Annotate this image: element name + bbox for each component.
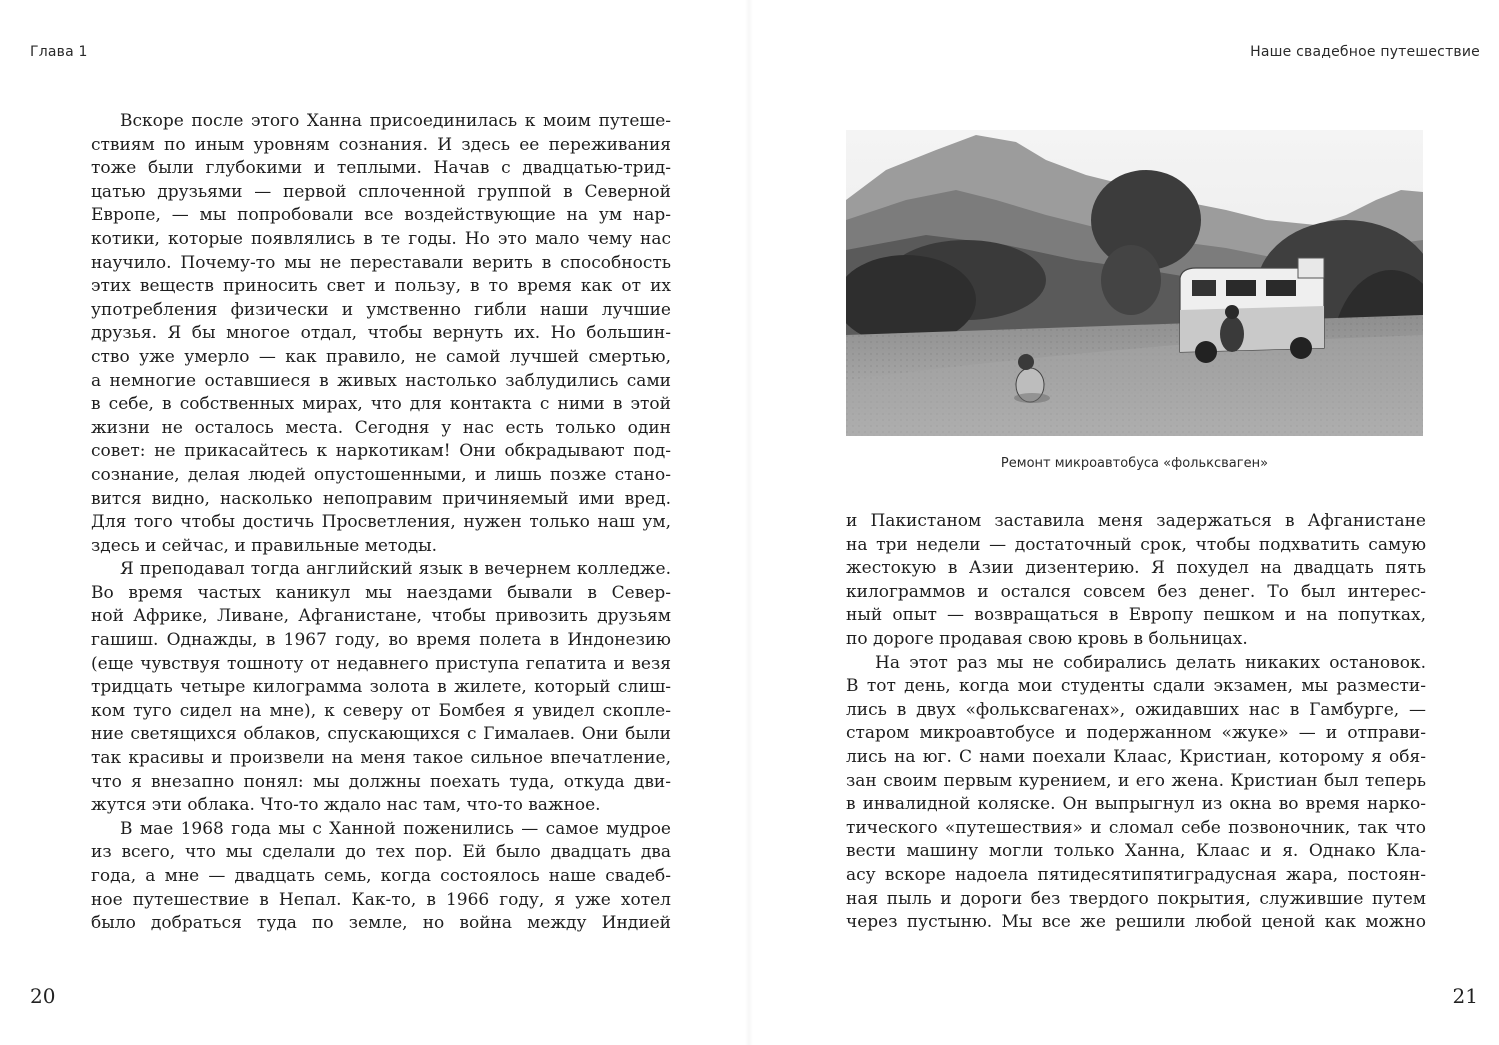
text-line: тоже были глубокими и теплыми. Начав с двадцатью-трид- xyxy=(91,158,671,179)
text-line: цатью друзьями — первой сплоченной группой в Северной xyxy=(91,181,671,202)
text-line: гашиш. Однажды, в 1967 году, во время полета в Индонезию xyxy=(91,630,671,651)
text-line: ной Африке, Ливане, Афганистане, чтобы привозить друзьям xyxy=(91,606,671,627)
text-line: года, а мне — двадцать семь, когда состоялось наше свадеб- xyxy=(91,866,671,886)
text-line: лись на юг. С нами поехали Клаас, Кристиан, которому я обя- xyxy=(846,746,1426,767)
text-line: вести машину могли только Ханна, Клаас и я. Однако Кла- xyxy=(846,841,1426,862)
left-page-text xyxy=(91,110,671,936)
text-line: тридцать четыре килограмма золота в жилете, который слиш- xyxy=(91,677,671,698)
text-line: так красивы и произвели на меня такое сильное впечатление, xyxy=(91,748,671,769)
text-line: Европе, — мы попробовали все воздействующие на ум нар- xyxy=(91,205,671,226)
text-line: из всего, что мы сделали до тех пор. Ей было двадцать два xyxy=(91,842,671,863)
text-line: котики, которые появлялись в те годы. Но это мало чему нас xyxy=(91,228,671,249)
figure-caption: Ремонт микроавтобуса «фольксваген» xyxy=(1000,456,1269,471)
text-line: лись в двух «фольксвагенах», ожидавших нас в Гамбурге, — xyxy=(846,699,1426,720)
text-line: этих веществ приносить свет и пользу, в то время как от их xyxy=(91,276,671,297)
text-line: ство уже умерло — как правило, не самой лучшей смертью, xyxy=(91,346,671,367)
text-line: сознание, делая людей опустошенными, и лишь позже стано- xyxy=(91,464,671,485)
text-line: здесь и сейчас, и правильные методы. xyxy=(91,535,438,556)
text-line: Во время частых каникул мы наездами бывали в Север- xyxy=(91,582,671,603)
text-line: через пустыню. Мы все же решили любой ценой как можно xyxy=(846,912,1426,933)
text-line: ный опыт — возвращаться в Европу пешком и на попутках, xyxy=(846,605,1426,626)
text-line: старом микроавтобусе и подержанном «жуке» — и отправи- xyxy=(846,723,1426,744)
text-line: жизни не осталось места. Сегодня у нас есть только один xyxy=(91,417,671,438)
text-line: было добраться туда по земле, но война между Индией xyxy=(91,913,671,934)
text-line: жутся эти облака. Что-то ждало нас там, что-то важное. xyxy=(91,795,601,816)
text-line: вится видно, насколько непоправим причиняемый ими вред. xyxy=(91,488,671,509)
text-line: в инвалидной коляске. Он выпрыгнул из окна во время нарко- xyxy=(846,794,1426,815)
right-page-text xyxy=(846,510,1426,935)
page-number-left: 20 xyxy=(30,984,56,1008)
text-line: асу вскоре надоела пятидесятипятиградусная жара, постоян- xyxy=(846,864,1426,885)
text-line: употребления физически и умственно гибли наши лучшие xyxy=(91,299,671,320)
text-line: В мае 1968 года мы с Ханной поженились — самое мудрое xyxy=(120,818,671,839)
text-line: ком туго сидел на мне), к северу от Бомбея я увидел скопле- xyxy=(91,700,671,721)
running-head-left: Глава 1 xyxy=(30,44,88,60)
text-line: а немногие оставшиеся в живых настолько заблудились сами xyxy=(91,370,671,391)
text-line: тического «путешествия» и сломал себе позвоночник, так что xyxy=(846,817,1426,838)
text-line: ствиям по иным уровням сознания. И здесь ее переживания xyxy=(91,134,671,155)
photo-vw-bus-repair xyxy=(846,130,1423,436)
page-number-right: 21 xyxy=(1452,984,1478,1008)
text-line: совет: не прикасайтесь к наркотикам! Они обкрадывают под- xyxy=(91,441,671,462)
text-line: ное путешествие в Непал. Как-то, в 1966 году, я уже хотел xyxy=(91,889,671,910)
text-line: В тот день, когда мои студенты сдали экзамен, мы размести- xyxy=(846,676,1426,697)
text-line: что я внезапно понял: мы должны поехать туда, откуда дви- xyxy=(91,771,671,792)
text-line: друзья. Я бы многое отдал, чтобы вернуть их. Но большин- xyxy=(91,323,671,344)
text-line: ние светящихся облаков, спускающихся с Гималаев. Они были xyxy=(91,724,671,745)
text-line: Для того чтобы достичь Просветления, нужен только наш ум, xyxy=(91,512,671,533)
text-line: (еще чувствуя тошноту от недавнего приступа гепатита и везя xyxy=(91,653,671,674)
text-line: и Пакистаном заставила меня задержаться в Афганистане xyxy=(846,511,1426,531)
text-line: килограммов и остался совсем без денег. То был интерес- xyxy=(846,581,1426,602)
text-line: На этот раз мы не собирались делать никаких остановок. xyxy=(875,652,1426,673)
running-head-right: Наше свадебное путешествие xyxy=(1250,44,1480,60)
text-line: ная пыль и дороги без твердого покрытия, служившие путем xyxy=(846,888,1426,909)
text-line: зан своим первым курением, и его жена. Кристиан был теперь xyxy=(846,770,1426,791)
photo-figure xyxy=(846,130,1423,436)
text-line: на три недели — достаточный срок, чтобы подхватить самую xyxy=(846,534,1426,555)
text-line: по дороге продавая свою кровь в больницах. xyxy=(846,628,1248,649)
text-line: Я преподавал тогда английский язык в вечернем колледже. xyxy=(120,559,671,580)
text-line: жестокую в Азии дизентерию. Я похудел на двадцать пять xyxy=(846,558,1426,579)
text-line: научило. Почему-то мы не переставали верить в способность xyxy=(91,252,671,273)
text-line: в себе, в собственных мирах, что для контакта с ними в этой xyxy=(91,394,671,415)
vw-bus-shape xyxy=(1180,258,1324,363)
book-gutter xyxy=(745,0,753,1045)
text-line: Вскоре после этого Ханна присоединилась к моим путеше- xyxy=(120,111,671,131)
